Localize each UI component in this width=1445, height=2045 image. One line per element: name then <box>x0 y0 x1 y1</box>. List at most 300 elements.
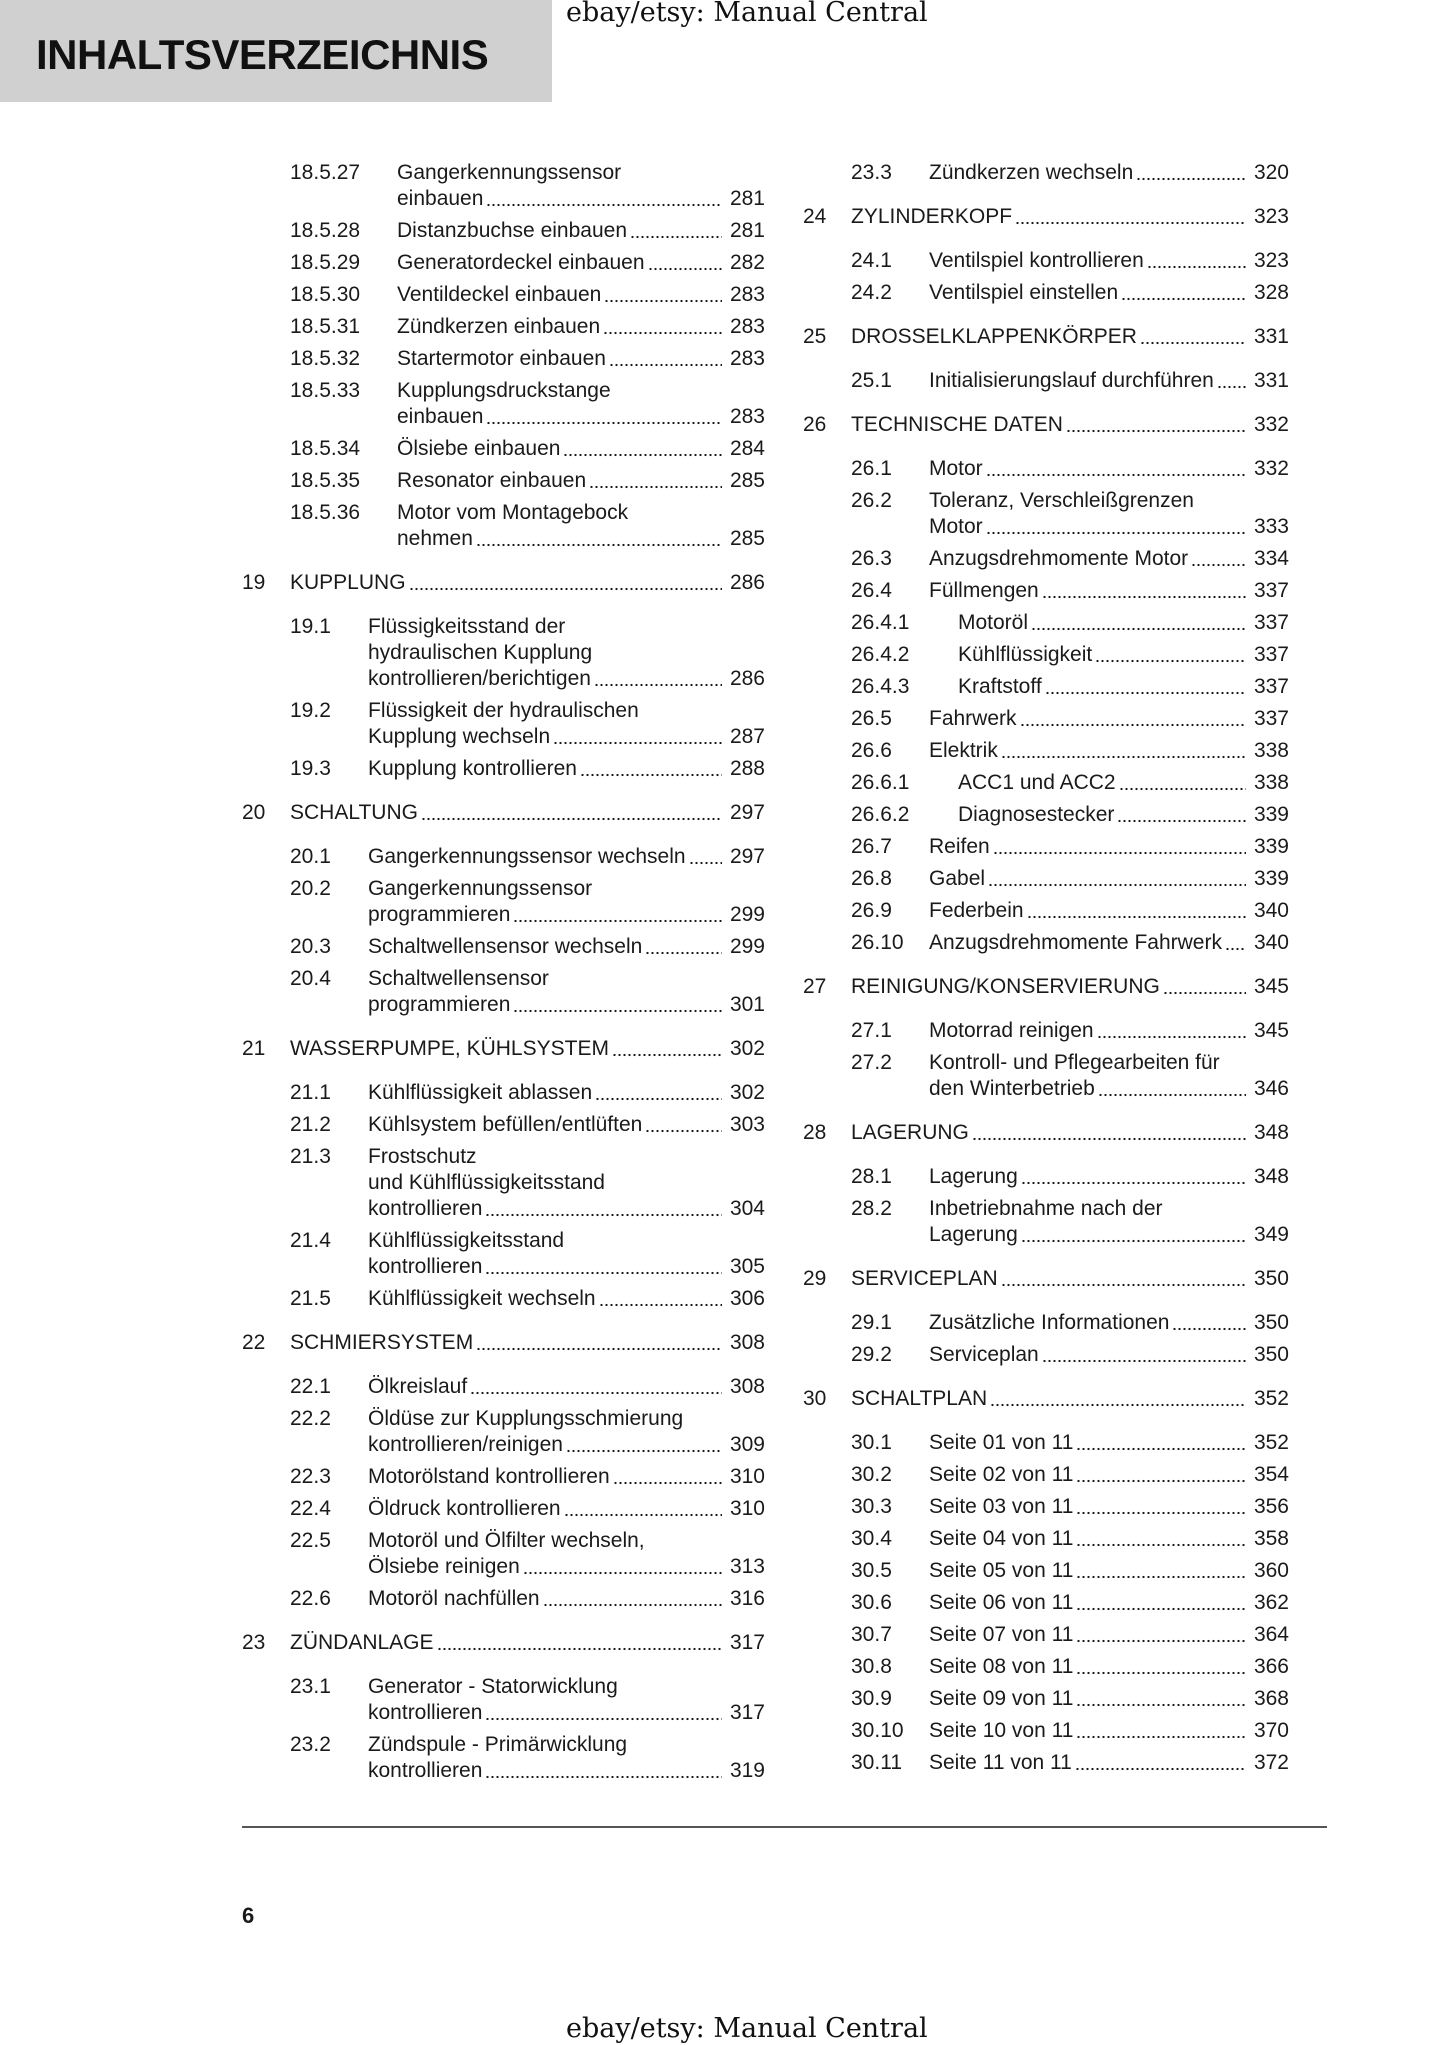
toc-entry-number: 26.6.1 <box>851 771 910 794</box>
toc-entry-title <box>929 1196 1289 1248</box>
toc-entry-title-line: Toleranz, Verschleißgrenzen <box>929 489 1194 512</box>
toc-chapter[interactable] <box>242 1330 765 1356</box>
toc-entry-title <box>368 1732 765 1784</box>
toc-entry[interactable] <box>242 1586 765 1612</box>
dot-leader <box>1045 691 1246 695</box>
toc-entry[interactable] <box>803 866 1289 892</box>
toc-entry-number: 18.5.36 <box>290 501 361 524</box>
dot-leader <box>594 683 722 687</box>
toc-entry-page: 323 <box>1253 205 1289 228</box>
dot-leader <box>645 951 722 955</box>
toc-entry-title <box>851 324 1289 350</box>
toc-entry[interactable] <box>242 500 765 552</box>
toc-entry-title-line: kontrollieren <box>368 1759 483 1782</box>
toc-entry-title-line: Startermotor einbauen <box>397 347 606 370</box>
toc-entry[interactable] <box>242 282 765 308</box>
dot-leader <box>993 851 1246 855</box>
dot-leader <box>563 453 722 457</box>
toc-entry-page: 317 <box>729 1631 765 1654</box>
dot-leader <box>409 587 722 591</box>
toc-entry-title-line: Seite 07 von 11 <box>929 1623 1074 1646</box>
dot-leader <box>595 1097 722 1101</box>
dot-leader <box>990 1403 1246 1407</box>
toc-entry[interactable] <box>242 614 765 692</box>
toc-entry-title-line: Anzugsdrehmomente Motor <box>929 547 1189 570</box>
toc-entry-page: 346 <box>1253 1077 1289 1100</box>
toc-entry-title-line: TECHNISCHE DATEN <box>851 413 1063 436</box>
dot-leader <box>1031 627 1246 631</box>
toc-entry-page: 364 <box>1253 1623 1289 1646</box>
toc-entry[interactable] <box>803 642 1289 668</box>
toc-entry-page: 372 <box>1253 1751 1289 1774</box>
toc-entry-number: 26.6.2 <box>851 803 910 826</box>
dot-leader <box>603 331 722 335</box>
toc-entry[interactable] <box>803 1196 1289 1248</box>
toc-entry-title <box>290 1330 765 1356</box>
toc-entry[interactable] <box>803 674 1289 700</box>
toc-entry[interactable] <box>803 1050 1289 1102</box>
toc-entry-title-line: Kraftstoff <box>958 675 1042 698</box>
dot-leader <box>486 203 722 207</box>
toc-entry-number: 23.3 <box>851 161 892 184</box>
toc-entry[interactable] <box>242 1496 765 1522</box>
toc-entry[interactable] <box>803 738 1289 764</box>
toc-entry-page: 368 <box>1253 1687 1289 1710</box>
toc-entry[interactable] <box>242 250 765 276</box>
toc-entry[interactable] <box>803 1310 1289 1336</box>
dot-leader <box>986 531 1246 535</box>
toc-entry-page: 338 <box>1253 739 1289 762</box>
toc-entry-page: 283 <box>729 283 765 306</box>
toc-entry-page: 305 <box>729 1255 765 1278</box>
toc-entry-title <box>929 280 1289 306</box>
toc-entry-title-line: SCHALTUNG <box>290 801 418 824</box>
dot-leader <box>1225 947 1246 951</box>
toc-entry-number: 18.5.29 <box>290 251 361 274</box>
dot-leader <box>476 1347 722 1351</box>
toc-entry-title-line: Gangerkennungssensor <box>368 877 593 900</box>
toc-entry[interactable] <box>242 698 765 750</box>
toc-entry[interactable] <box>242 1080 765 1106</box>
toc-entry-number: 30.9 <box>851 1687 892 1710</box>
toc-entry-page: 281 <box>729 219 765 242</box>
toc-entry-page: 283 <box>729 315 765 338</box>
toc-entry-page: 339 <box>1253 803 1289 826</box>
toc-entry[interactable] <box>242 218 765 244</box>
toc-entry-title <box>929 248 1289 274</box>
toc-entry[interactable] <box>242 1528 765 1580</box>
toc-entry[interactable] <box>803 1342 1289 1368</box>
toc-entry-title <box>368 876 765 928</box>
dot-leader <box>476 543 722 547</box>
toc-entry-title <box>929 1558 1289 1584</box>
toc-column-left <box>242 160 765 1784</box>
toc-entry-page: 350 <box>1253 1343 1289 1366</box>
toc-entry[interactable] <box>803 770 1289 796</box>
toc-entry-number: 26.1 <box>851 457 892 480</box>
toc-chapter[interactable] <box>803 324 1289 350</box>
dot-leader <box>1076 1639 1246 1643</box>
toc-entry-title-line: Ölsiebe reinigen <box>368 1555 520 1578</box>
toc-entry-title-line: Federbein <box>929 899 1024 922</box>
toc-entry-title <box>929 898 1289 924</box>
toc-entry-title <box>929 1018 1289 1044</box>
toc-entry[interactable] <box>803 834 1289 860</box>
toc-entry[interactable] <box>242 468 765 494</box>
toc-entry-page: 356 <box>1253 1495 1289 1518</box>
toc-entry[interactable] <box>803 160 1289 186</box>
dot-leader <box>689 861 722 865</box>
toc-entry-title <box>368 1674 765 1726</box>
toc-entry[interactable] <box>242 876 765 928</box>
toc-entry-title-line: Seite 03 von 11 <box>929 1495 1074 1518</box>
toc-entry-page: 348 <box>1253 1121 1289 1144</box>
toc-entry-title <box>929 738 1289 764</box>
toc-entry-title <box>929 456 1289 482</box>
dot-leader <box>485 1717 722 1721</box>
toc-entry-number: 23.1 <box>290 1675 331 1698</box>
toc-entry[interactable] <box>803 368 1289 394</box>
toc-entry[interactable] <box>803 1462 1289 1488</box>
toc-entry-title-line: Fahrwerk <box>929 707 1017 730</box>
toc-entry-title <box>397 314 765 340</box>
toc-entry-title <box>368 1528 765 1580</box>
toc-entry-number: 30.10 <box>851 1719 904 1742</box>
toc-entry-page: 337 <box>1253 675 1289 698</box>
toc-entry-title <box>929 1526 1289 1552</box>
dot-leader <box>1172 1327 1246 1331</box>
toc-entry-number: 26.6 <box>851 739 892 762</box>
toc-entry-page: 303 <box>729 1113 765 1136</box>
toc-chapter[interactable] <box>803 974 1289 1000</box>
toc-entry[interactable] <box>803 930 1289 956</box>
toc-entry[interactable] <box>803 1526 1289 1552</box>
dot-leader <box>1075 1767 1246 1771</box>
toc-entry[interactable] <box>242 1464 765 1490</box>
toc-entry-title-line: Seite 02 von 11 <box>929 1463 1074 1486</box>
toc-entry-title-line: Öldüse zur Kupplungsschmierung <box>368 1407 684 1430</box>
toc-entry-title <box>929 1164 1289 1190</box>
toc-entry[interactable] <box>242 1374 765 1400</box>
toc-entry[interactable] <box>803 1750 1289 1776</box>
toc-entry-title-line: einbauen <box>397 187 484 210</box>
toc-entry-title <box>368 698 765 750</box>
toc-entry-page: 345 <box>1253 1019 1289 1042</box>
toc-entry-number: 26.3 <box>851 547 892 570</box>
toc-entry-title-line: Kühlflüssigkeitsstand <box>368 1229 565 1252</box>
toc-entry[interactable] <box>242 1406 765 1458</box>
toc-entry-number: 30.7 <box>851 1623 892 1646</box>
toc-entry[interactable] <box>803 456 1289 482</box>
toc-entry-number: 18.5.28 <box>290 219 361 242</box>
dot-leader <box>1076 1735 1246 1739</box>
toc-entry-number: 22.2 <box>290 1407 331 1430</box>
toc-entry-page: 309 <box>729 1433 765 1456</box>
toc-entry-title <box>368 844 765 870</box>
toc-entry-page: 317 <box>729 1701 765 1724</box>
toc-entry-page: 284 <box>729 437 765 460</box>
toc-entry[interactable] <box>242 1674 765 1726</box>
toc-entry[interactable] <box>803 1590 1289 1616</box>
toc-entry-page: 281 <box>729 187 765 210</box>
toc-entry-title-line: kontrollieren <box>368 1197 483 1220</box>
toc-entry[interactable] <box>242 1112 765 1138</box>
toc-entry[interactable] <box>803 1018 1289 1044</box>
dot-leader <box>1042 1359 1246 1363</box>
toc-entry[interactable] <box>803 1622 1289 1648</box>
toc-entry-title <box>368 1406 765 1458</box>
toc-entry-title-line: Resonator einbauen <box>397 469 587 492</box>
toc-entry[interactable] <box>803 706 1289 732</box>
toc-entry-number: 20 <box>242 801 266 824</box>
toc-entry-number: 26 <box>803 413 827 436</box>
toc-entry-page: 340 <box>1253 931 1289 954</box>
toc-chapter[interactable] <box>803 204 1289 230</box>
toc-entry-number: 20.1 <box>290 845 331 868</box>
toc-entry[interactable] <box>803 1718 1289 1744</box>
toc-entry-number: 26.5 <box>851 707 892 730</box>
toc-entry[interactable] <box>803 488 1289 540</box>
dot-leader <box>1076 1671 1246 1675</box>
toc-entry-title-line: Seite 04 von 11 <box>929 1527 1074 1550</box>
toc-entry[interactable] <box>242 1286 765 1312</box>
dot-leader <box>485 1775 722 1779</box>
toc-entry-page: 297 <box>729 801 765 824</box>
toc-entry[interactable] <box>242 346 765 372</box>
toc-entry-number: 23 <box>242 1631 266 1654</box>
toc-entry-title-line: Seite 08 von 11 <box>929 1655 1074 1678</box>
toc-entry-title-line: Motoröl nachfüllen <box>368 1587 540 1610</box>
toc-entry-title-line: Kupplungsdruckstange <box>397 379 611 402</box>
toc-entry-number: 20.2 <box>290 877 331 900</box>
toc-entry-page: 308 <box>729 1331 765 1354</box>
toc-entry-number: 27.2 <box>851 1051 892 1074</box>
toc-entry-number: 18.5.33 <box>290 379 361 402</box>
toc-entry-title <box>929 1430 1289 1456</box>
toc-entry[interactable] <box>242 1228 765 1280</box>
toc-entry-page: 337 <box>1253 611 1289 634</box>
toc-entry-title-line: Seite 10 von 11 <box>929 1719 1074 1742</box>
dot-leader <box>566 1449 722 1453</box>
toc-entry[interactable] <box>803 1494 1289 1520</box>
toc-entry-number: 30.1 <box>851 1431 892 1454</box>
toc-entry-page: 306 <box>729 1287 765 1310</box>
toc-entry-page: 348 <box>1253 1165 1289 1188</box>
toc-entry[interactable] <box>242 1144 765 1222</box>
toc-entry-title <box>368 1496 765 1522</box>
toc-entry-title-line: ZYLINDERKOPF <box>851 205 1013 228</box>
toc-chapter[interactable] <box>242 1036 765 1062</box>
toc-entry-title-line: Füllmengen <box>929 579 1039 602</box>
dot-leader <box>470 1391 722 1395</box>
toc-chapter[interactable] <box>803 412 1289 438</box>
toc-entry[interactable] <box>803 1686 1289 1712</box>
toc-entry-number: 26.10 <box>851 931 904 954</box>
dot-leader <box>513 1009 722 1013</box>
toc-entry-title-line: Kontroll- und Pflegearbeiten für <box>929 1051 1220 1074</box>
toc-entry[interactable] <box>803 802 1289 828</box>
toc-entry-title-line: SCHMIERSYSTEM <box>290 1331 474 1354</box>
toc-entry-title-line: Lagerung <box>929 1165 1018 1188</box>
toc-entry-number: 24 <box>803 205 827 228</box>
toc-entry-number: 26.4.1 <box>851 611 910 634</box>
toc-entry[interactable] <box>242 844 765 870</box>
toc-entry-title-line: programmieren <box>368 993 511 1016</box>
toc-entry-number: 30.8 <box>851 1655 892 1678</box>
toc-entry-number: 30 <box>803 1387 827 1410</box>
toc-chapter[interactable] <box>242 1630 765 1656</box>
toc-entry[interactable] <box>242 934 765 960</box>
dot-leader <box>1015 221 1246 225</box>
toc-entry-page: 337 <box>1253 643 1289 666</box>
toc-entry-title <box>397 346 765 372</box>
toc-entry-page: 316 <box>729 1587 765 1610</box>
toc-entry-title-line: Seite 09 von 11 <box>929 1687 1074 1710</box>
toc-entry-title <box>368 1144 765 1222</box>
toc-entry[interactable] <box>242 1732 765 1784</box>
toc-entry-number: 30.11 <box>851 1751 902 1774</box>
toc-entry-title-line: hydraulischen Kupplung <box>368 641 593 664</box>
dot-leader <box>599 1303 722 1307</box>
toc-entry-title <box>929 488 1289 540</box>
toc-entry-page: 350 <box>1253 1311 1289 1334</box>
toc-entry-title <box>929 1654 1289 1680</box>
toc-entry[interactable] <box>242 436 765 462</box>
toc-entry-title <box>929 368 1289 394</box>
toc-entry-title-line: Zündspule - Primärwicklung <box>368 1733 628 1756</box>
toc-entry-title-line: Öldruck kontrollieren <box>368 1497 561 1520</box>
toc-entry-title <box>397 436 765 462</box>
toc-entry-number: 29 <box>803 1267 827 1290</box>
toc-entry-page: 301 <box>729 993 765 1016</box>
toc-chapter[interactable] <box>803 1266 1289 1292</box>
toc-entry-page: 331 <box>1253 325 1289 348</box>
toc-entry-page: 310 <box>729 1497 765 1520</box>
toc-entry-page: 366 <box>1253 1655 1289 1678</box>
toc-entry-page: 283 <box>729 405 765 428</box>
toc-entry-page: 286 <box>729 571 765 594</box>
toc-entry-title-line: Motoröl und Ölfilter wechseln, <box>368 1529 645 1552</box>
dot-leader <box>630 235 722 239</box>
toc-entry-title-line: Gabel <box>929 867 986 890</box>
toc-entry-title <box>368 1080 765 1106</box>
toc-entry-title <box>929 706 1289 732</box>
toc-entry-title <box>851 1120 1289 1146</box>
toc-entry-title-line: kontrollieren/reinigen <box>368 1433 563 1456</box>
toc-entry[interactable] <box>803 1430 1289 1456</box>
toc-entry-page: 288 <box>729 757 765 780</box>
toc-entry-page: 358 <box>1253 1527 1289 1550</box>
toc-entry-title-line: Ventilspiel kontrollieren <box>929 249 1144 272</box>
toc-chapter[interactable] <box>803 1120 1289 1146</box>
toc-entry-title-line: nehmen <box>397 527 473 550</box>
toc-entry[interactable] <box>803 248 1289 274</box>
toc-entry-title-line: Kühlsystem befüllen/entlüften <box>368 1113 643 1136</box>
toc-entry-title <box>368 1464 765 1490</box>
dot-leader <box>1076 1575 1246 1579</box>
toc-entry-title-line: programmieren <box>368 903 511 926</box>
toc-entry-title-line: Schaltwellensensor wechseln <box>368 935 643 958</box>
toc-entry[interactable] <box>242 378 765 430</box>
toc-entry-title <box>958 770 1289 796</box>
toc-entry-number: 23.2 <box>290 1733 331 1756</box>
toc-entry-title <box>929 1462 1289 1488</box>
toc-entry[interactable] <box>242 756 765 782</box>
toc-entry-title-line: Zusätzliche Informationen <box>929 1311 1170 1334</box>
dot-leader <box>1021 1181 1246 1185</box>
toc-entry[interactable] <box>242 966 765 1018</box>
toc-entry-title-line: Motoröl <box>958 611 1029 634</box>
toc-entry-number: 18.5.34 <box>290 437 361 460</box>
toc-entry[interactable] <box>803 1558 1289 1584</box>
toc-entry-title <box>929 1622 1289 1648</box>
toc-entry-title-line: DROSSELKLAPPENKÖRPER <box>851 325 1137 348</box>
toc-entry[interactable] <box>803 546 1289 572</box>
toc-entry-page: 313 <box>729 1555 765 1578</box>
toc-entry-title <box>929 1310 1289 1336</box>
dot-leader <box>1217 385 1246 389</box>
toc-entry-number: 18.5.35 <box>290 469 361 492</box>
toc-entry[interactable] <box>803 1654 1289 1680</box>
toc-entry-number: 20.4 <box>290 967 331 990</box>
toc-entry[interactable] <box>803 1164 1289 1190</box>
toc-entry[interactable] <box>803 610 1289 636</box>
toc-entry-page: 352 <box>1253 1431 1289 1454</box>
toc-entry-title-line: Inbetriebnahme nach der <box>929 1197 1163 1220</box>
toc-entry-title-line: Motor <box>929 457 983 480</box>
toc-entry[interactable] <box>242 314 765 340</box>
toc-entry-number: 26.4 <box>851 579 892 602</box>
toc-entry-title-line: Flüssigkeit der hydraulischen <box>368 699 639 722</box>
toc-entry[interactable] <box>803 578 1289 604</box>
toc-entry-title <box>368 756 765 782</box>
toc-entry-number: 18.5.32 <box>290 347 361 370</box>
toc-entry-title-line: Initialisierungslauf durchführen <box>929 369 1214 392</box>
toc-entry-page: 362 <box>1253 1591 1289 1614</box>
toc-entry[interactable] <box>803 898 1289 924</box>
dot-leader <box>1020 723 1246 727</box>
dot-leader <box>972 1137 1246 1141</box>
dot-leader <box>1001 755 1246 759</box>
toc-entry-title <box>397 282 765 308</box>
toc-entry-number: 22.1 <box>290 1375 331 1398</box>
toc-entry-title-line: Zündkerzen wechseln <box>929 161 1134 184</box>
toc-chapter[interactable] <box>803 1386 1289 1412</box>
dot-leader <box>1117 819 1246 823</box>
toc-entry-title <box>397 160 765 212</box>
toc-entry[interactable] <box>242 160 765 212</box>
dot-leader <box>1001 1283 1246 1287</box>
toc-entry-title-line: SERVICEPLAN <box>851 1267 998 1290</box>
dot-leader <box>580 773 722 777</box>
toc-chapter[interactable] <box>242 570 765 596</box>
page-number: 6 <box>242 1903 255 1928</box>
toc-entry-title <box>929 1050 1289 1102</box>
watermark-top: ebay/etsy: Manual Central <box>566 0 928 28</box>
dot-leader <box>645 1129 722 1133</box>
toc-entry-title-line: ACC1 und ACC2 <box>958 771 1116 794</box>
dot-leader <box>485 1271 722 1275</box>
toc-entry-title-line: den Winterbetrieb <box>929 1077 1095 1100</box>
dot-leader <box>485 1213 722 1217</box>
toc-entry-number: 18.5.27 <box>290 161 361 184</box>
toc-chapter[interactable] <box>242 800 765 826</box>
toc-entry-page: 339 <box>1253 835 1289 858</box>
toc-entry-title <box>290 1036 765 1062</box>
toc-entry-page: 337 <box>1253 579 1289 602</box>
toc-entry[interactable] <box>803 280 1289 306</box>
toc-entry-title-line: WASSERPUMPE, KÜHLSYSTEM <box>290 1037 609 1060</box>
